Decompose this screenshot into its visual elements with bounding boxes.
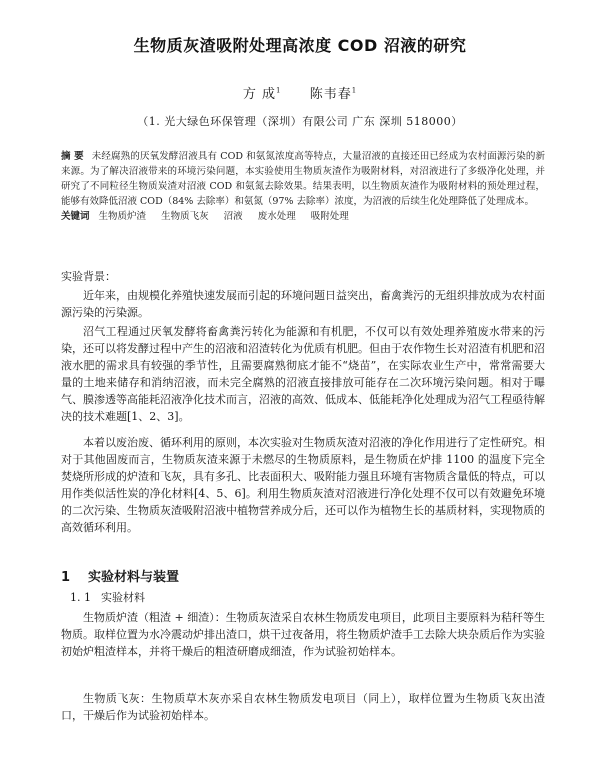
- subsection-number: 1. 1: [70, 591, 91, 604]
- abstract-text: 未经腐熟的厌氧发酵沼液具有 COD 和氨氮浓度高等特点，大量沼液的直接还田已经成为农村面源污染的新来源。为了解决沼液带来的环境污染问题，本实验使用生物质灰渣作为吸附材料，对沼液进行了多级净化处理，并研究了不同粒径生物质炭渣对沼液 COD 和氨氮去除效果。结果表明，以生物质灰渣作为吸附材料的预处理过程，能够有效降低沼液 COD（84% 去除率）和氨氮（97% 去除率）浓度，为沼液的后续生化处理降低了处理成本。: [61, 151, 545, 207]
- paragraph: 本着以废治废、循环利用的原则，本次实验对生物质灰渣对沼液的净化作用进行了定性研究。相对于其他固废而言，生物质灰渣来源于未燃尽的生物质原料，是生物质在炉排 1100 的温度下完全焚烧所形成的炉渣和飞灰，具有多孔、比表面积大、吸附能力强且环境有害物质含量低的特点，可以用作类似活性炭的净化材料[4、5、6]。利用生物质灰渣对沼液进行净化处理不仅可以有效避免环境的二次污染、生物质灰渣吸附沼液中植物营养成分后，还可以作为植物生长的基质材料，实现物质的高效循环利用。: [61, 436, 545, 534]
- keyword: 生物质飞灰: [161, 211, 209, 222]
- keyword: 生物质炉渣: [98, 211, 147, 222]
- paragraph: 生物质炉渣（粗渣 + 细渣）：生物质灰渣采自农林生物质发电项目，此项目主要原料为秸秆等生物质。取样位置为水冷震动炉排出渣口，烘干过夜备用，将生物质炉渣手工去除大块杂质后作为实验初始炉粗渣样本，并将干燥后的粗渣研磨成细渣，作为试验初始样本。: [61, 611, 545, 658]
- keyword: 沼液: [223, 211, 243, 222]
- section-number: 1: [61, 570, 71, 585]
- author-name: 陈韦春: [309, 87, 352, 102]
- abstract: [61, 149, 545, 209]
- paragraph: 沼气工程通过厌氧发酵将畜禽粪污转化为能源和有机肥，不仅可以有效处理养殖废水带来的污染，还可以将发酵过程中产生的沼液和沼渣转化为优质有机肥。但由于农作物生长对沼渣有机肥和沼液水肥的需求具有较强的季节性，且需要腐熟彻底才能不“烧苗”，在实际农业生产中，常常需要大量的土地来储存和消纳沼液，而未完全腐熟的沼液直接排放可能存在二次环境污染问题。相对于曝气、膜渗透等高能耗沼液净化技术而言，沼液的高效、低成本、低能耗净化处理成为沼气工程亟待解决的技术难题[1、2、3]。: [61, 325, 545, 423]
- section-heading: [61, 566, 179, 585]
- affiliation: （1. 光大绿色环保管理（深圳）有限公司 广东 深圳 518000）: [137, 115, 463, 128]
- author-line: [0, 83, 600, 102]
- subsection-heading: [70, 589, 145, 605]
- author-name: 方 成: [242, 87, 276, 102]
- background-heading: 实验背景：: [61, 270, 116, 283]
- paragraph: 近年来，由规模化养殖快速发展而引起的环境问题日益突出，畜禽粪污的无组织排放成为农村面源污染的污染源。: [61, 289, 545, 319]
- subsection-title: 实验材料: [101, 591, 145, 604]
- keyword: 吸附处理: [310, 211, 349, 222]
- keyword: 废水处理: [257, 211, 296, 222]
- keywords: [61, 210, 545, 224]
- abstract-label: 摘 要: [61, 151, 84, 162]
- author-affiliation-mark: 1: [275, 86, 282, 95]
- section-title: 实验材料与装置: [88, 570, 180, 585]
- paper-title: 生物质灰渣吸附处理高浓度 COD 沼液的研究: [133, 36, 467, 55]
- author-affiliation-mark: 1: [351, 86, 358, 95]
- paragraph: 生物质飞灰：生物质草木灰亦采自农林生物质发电项目（同上），取样位置为生物质飞灰出渣口，干燥后作为试验初始样本。: [61, 692, 545, 722]
- keywords-label: 关键词: [61, 211, 90, 222]
